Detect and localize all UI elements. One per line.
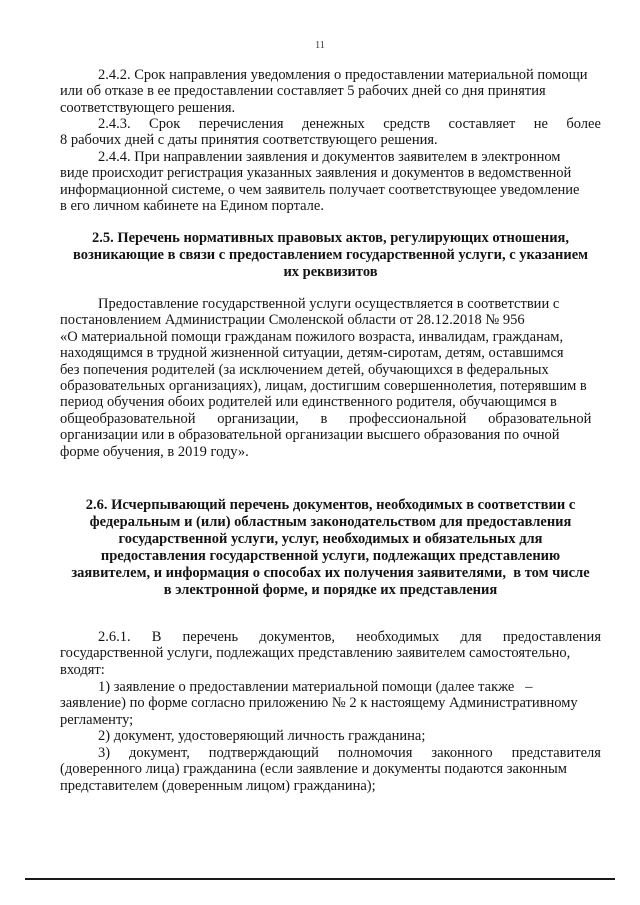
text-line: 1) заявление о предоставлении материальной помощи (далее также –	[98, 679, 533, 695]
text-line: Предоставление государственной услуги осуществляется в соответствии с	[98, 296, 560, 312]
text-line: соответствующего решения.	[60, 99, 236, 116]
text-line	[60, 629, 601, 645]
word: необходимых	[356, 629, 440, 645]
text-line: организации или в образовательной организации высшего образования по очной	[60, 427, 560, 444]
text-line: виде происходит регистрация указанных заявления и документов в ведомственной	[60, 165, 572, 182]
word: 2.4.3.	[98, 116, 131, 132]
section-heading-2-6	[60, 497, 601, 599]
word: представителя	[511, 745, 601, 761]
word: Срок	[149, 116, 181, 132]
text-line: представителем (доверенным лицом) гражданина);	[60, 777, 376, 794]
text-line: 8 рабочих дней с даты принятия соответствующего решения.	[60, 132, 438, 149]
section-heading-2-5	[60, 230, 601, 281]
text-line: образовательных организациях), лицам, достигшим совершеннолетия, потерявшим в	[60, 378, 587, 395]
word: 2.6.1.	[98, 629, 131, 645]
text-line	[60, 745, 601, 761]
paragraph-2-4-3	[60, 116, 601, 149]
text-line: (доверенного лица) гражданина (если заявление и документы подаются законным	[60, 761, 567, 778]
word: подтверждающий	[208, 745, 319, 761]
text-line	[60, 116, 601, 132]
heading-line: 2.5. Перечень нормативных правовых актов, регулирующих отношения,	[91, 230, 570, 246]
word: документ,	[129, 745, 190, 761]
word: перечень	[182, 629, 239, 645]
text-line	[60, 67, 601, 83]
text-line: находящимся в трудной жизненной ситуации, детям-сиротам, детям, оставшимся	[60, 345, 564, 362]
heading-line: предоставления государственной услуги, подлежащих представлению	[100, 548, 561, 564]
text-line: форме обучения, в 2019 году».	[60, 443, 249, 460]
heading-line: федеральным и (или) областным законодательством для предоставления	[89, 514, 572, 530]
paragraph-2-6-1	[60, 629, 601, 678]
text-line: период обучения обоих родителей или единственного родителя, обучающимся в	[60, 394, 557, 411]
heading-line: государственной услуги, услуг, необходимых и обязательных для	[118, 531, 543, 547]
text-line: 2.4.2. Срок направления уведомления о предоставлении материальной помощи	[98, 67, 588, 83]
heading-line: в электронной форме, и порядке их представления	[163, 582, 498, 598]
text-line: «О материальной помощи гражданам пожилого возраста, инвалидам, гражданам,	[60, 328, 564, 345]
word: средств	[383, 116, 431, 132]
text-line: государственной услуги, подлежащих представлению заявителем самостоятельно,	[60, 645, 571, 662]
list-item-3	[60, 745, 601, 794]
paragraph-2-4-4	[60, 149, 601, 215]
word: для	[460, 629, 482, 645]
word: не	[533, 116, 548, 132]
heading-line: 2.6. Исчерпывающий перечень документов, необходимых в соответствии с	[85, 497, 576, 513]
word: более	[566, 116, 601, 132]
word: перечисления	[198, 116, 284, 132]
footer-rule	[25, 878, 615, 880]
word: В	[151, 629, 162, 645]
word: полномочия	[337, 745, 413, 761]
heading-line: заявителем, и информация о способах их получения заявителями, в том числе	[71, 565, 590, 581]
word: законного	[431, 745, 493, 761]
text-line: заявление) по форме согласно приложению № 2 к настоящему Административному	[60, 695, 578, 712]
text-line: постановлением Администрации Смоленской области от 28.12.2018 № 956	[60, 312, 525, 329]
text-line: информационной системе, о чем заявитель получает соответствующее уведомление	[60, 181, 580, 198]
text-line: регламенту;	[60, 711, 134, 728]
text-line: или об отказе в ее предоставлении составляет 5 рабочих дней со дня принятия	[60, 83, 546, 100]
list-item-1	[60, 679, 601, 728]
text-line: входят:	[60, 661, 105, 678]
paragraph-2-5	[60, 296, 601, 460]
word: предоставления	[502, 629, 601, 645]
text-line: 2) документ, удостоверяющий личность гражданина;	[98, 728, 426, 744]
paragraph-2-4-2	[60, 67, 601, 116]
heading-line: их реквизитов	[283, 264, 378, 280]
word: документов,	[259, 629, 336, 645]
text-line: 2.4.4. При направлении заявления и документов заявителем в электронном	[98, 149, 561, 165]
heading-line: возникающие в связи с предоставлением государственной услуги, с указанием	[72, 247, 589, 263]
text-line: без попечения родителей (за исключением детей, обучающихся в федеральных	[60, 361, 549, 378]
list-item-2	[60, 728, 601, 744]
word: денежных	[301, 116, 365, 132]
word: 3)	[98, 745, 111, 761]
word: составляет	[448, 116, 516, 132]
text-line: в его личном кабинете на Едином портале.	[60, 198, 324, 215]
page-number: 11	[315, 40, 325, 51]
text-line: общеобразовательной организации, в профессиональной образовательной	[60, 410, 592, 427]
